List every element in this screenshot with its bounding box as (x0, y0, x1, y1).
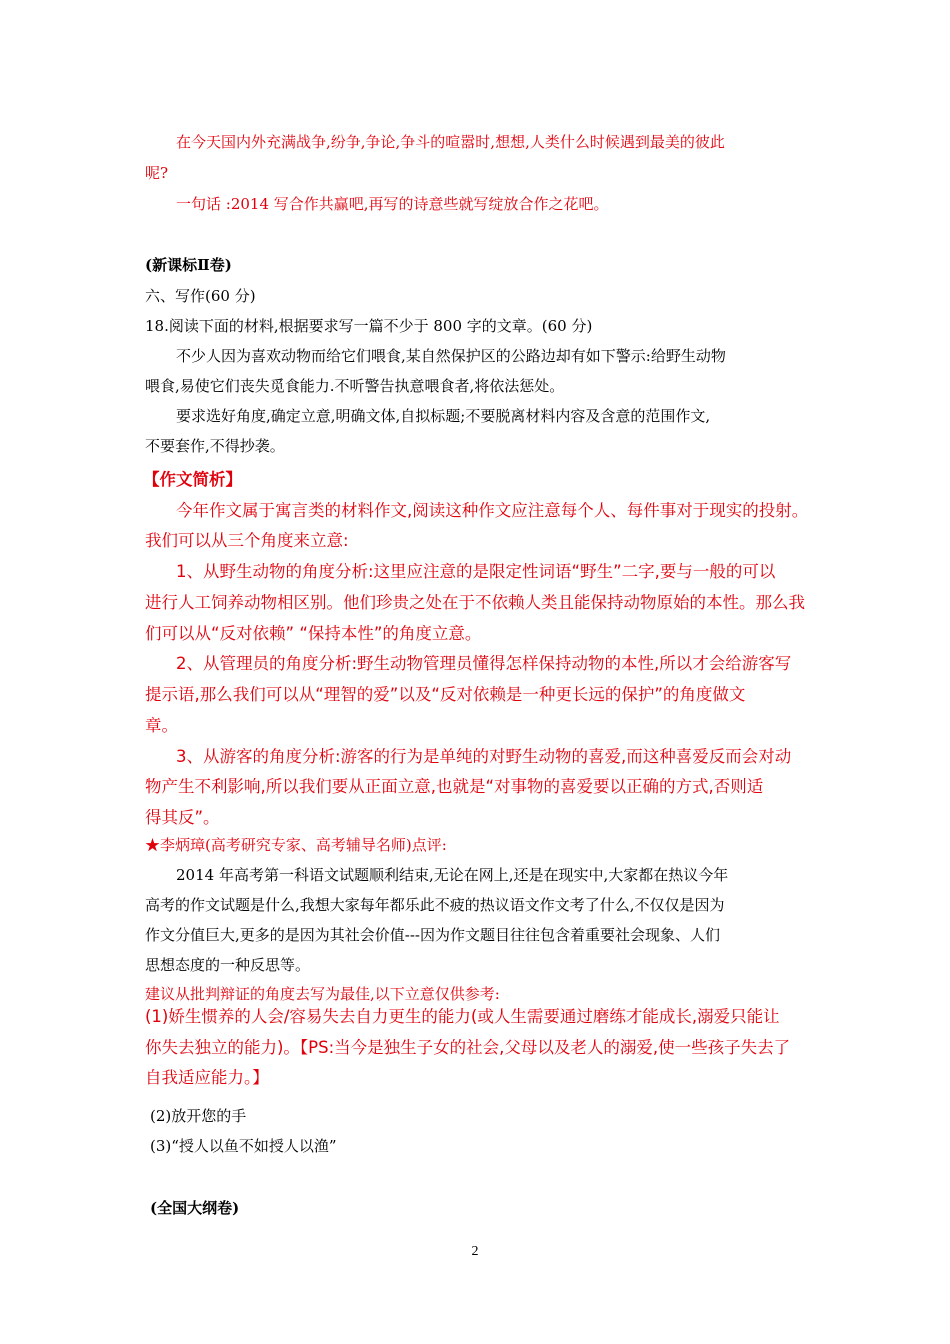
analysis-title: 【作文简析】 (143, 470, 242, 489)
review-line: 2014 年高考第一科语文试题顺利结束,无论在网上,还是在现实中,大家都在热议今年 (176, 866, 729, 884)
idea-line: (2)放开您的手 (150, 1107, 247, 1125)
text-line: 在今天国内外充满战争,纷争,争论,争斗的喧嚣时,想想,人类什么时候遇到最美的彼此 (176, 133, 725, 151)
review-line: 建议从批判辩证的角度去写为最佳,以下立意仅供参考: (145, 985, 500, 1003)
page-number: 2 (471, 1244, 479, 1259)
review-line: 作文分值巨大,更多的是因为其社会价值---因为作文题目往往包含着重要社会现象、人们 (145, 926, 720, 944)
requirement-line: 不要套作,不得抄袭。 (145, 437, 285, 455)
text-line: 一句话 :2014 写合作共赢吧,再写的诗意些就写绽放合作之花吧。 (176, 195, 609, 213)
analysis-line: 提示语,那么我们可以从“理智的爱”以及“反对依赖是一种更长远的保护”的角度做文 (145, 685, 746, 704)
analysis-line: 物产生不利影响,所以我们要从正面立意,也就是“对事物的喜爱要以正确的方式,否则适 (145, 777, 764, 796)
section-subheading: 六、写作(60 分) (145, 287, 256, 305)
analysis-line: 1、从野生动物的角度分析:这里应注意的是限定性词语“野生”二字,要与一般的可以 (176, 562, 776, 581)
idea-line: (1)娇生惯养的人会/容易失去自力更生的能力(或人生需要通过磨练才能成长,溺爱只能让 (145, 1007, 780, 1026)
idea-line: 自我适应能力。】 (145, 1068, 269, 1087)
analysis-line: 今年作文属于寓言类的材料作文,阅读这种作文应注意每个人、每件事对于现实的投射。 (176, 501, 809, 520)
section-heading: (新课标Ⅱ卷) (145, 256, 232, 274)
review-line: 思想态度的一种反思等。 (145, 956, 311, 974)
idea-line: 你失去独立的能力)。【PS:当今是独生子女的社会,父母以及老人的溺爱,使一些孩子失去了 (145, 1038, 791, 1057)
analysis-line: 们可以从“反对依赖” “保持本性”的角度立意。 (145, 624, 482, 643)
analysis-line: 进行人工饲养动物相区别。他们珍贵之处在于不依赖人类且能保持动物原始的本性。那么我 (145, 593, 805, 612)
requirement-line: 要求选好角度,确定立意,明确文体,自拟标题;不要脱离材料内容及含意的范围作文, (176, 407, 711, 425)
analysis-line: 我们可以从三个角度来立意: (145, 531, 349, 550)
analysis-line: 3、从游客的角度分析:游客的行为是单纯的对野生动物的喜爱,而这种喜爱反而会对动 (176, 747, 792, 766)
review-author: ★李炳璋(高考研究专家、高考辅导名师)点评: (145, 836, 447, 854)
section-heading: (全国大纲卷) (150, 1199, 240, 1217)
text-line: 呢? (145, 164, 169, 182)
material-line: 不少人因为喜欢动物而给它们喂食,某自然保护区的公路边却有如下警示:给野生动物 (176, 347, 726, 365)
idea-line: (3)“授人以鱼不如授人以渔” (150, 1137, 337, 1155)
analysis-line: 得其反”。 (145, 808, 220, 827)
material-line: 喂食,易使它们丧失觅食能力.不听警告执意喂食者,将依法惩处。 (145, 377, 565, 395)
analysis-line: 2、从管理员的角度分析:野生动物管理员懂得怎样保持动物的本性,所以才会给游客写 (176, 654, 792, 673)
analysis-line: 章。 (145, 716, 178, 735)
review-line: 高考的作文试题是什么,我想大家每年都乐此不疲的热议语文作文考了什么,不仅仅是因为 (145, 896, 725, 914)
question-line: 18.阅读下面的材料,根据要求写一篇不少于 800 字的文章。(60 分) (145, 317, 593, 335)
